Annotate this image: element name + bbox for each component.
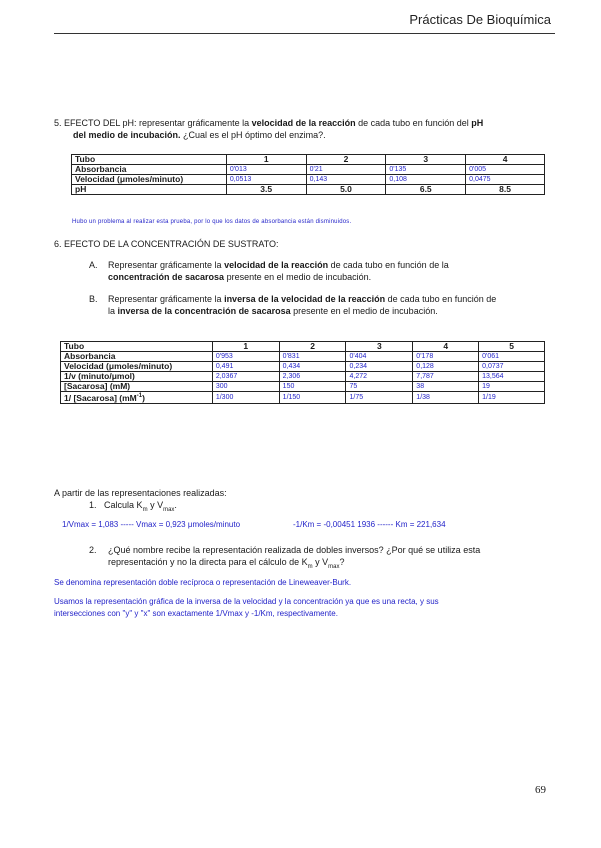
header-divider — [54, 33, 555, 34]
ph-table-header-cell: 3 — [386, 155, 466, 165]
item-a-line-1: Representar gráficamente la velocidad de la reacción de cada tubo en función de la — [108, 260, 449, 270]
ph-table-row-label: Absorbancia — [72, 165, 227, 175]
substrate-table-cell: 7,787 — [413, 372, 479, 382]
km-vmax-calc-right: -1/Km = -0,00451 1936 ------ Km = 221,634 — [293, 520, 446, 529]
section-6-title: 6. EFECTO DE LA CONCENTRACIÓN DE SUSTRATO: — [54, 239, 279, 249]
substrate-table-row — [61, 382, 545, 392]
section-5-title — [54, 117, 554, 141]
answer-2-line-2: intersecciones con "y" y "x" son exactamente 1/Vmax y -1/Km, respectivamente. — [54, 609, 338, 618]
substrate-table-header-cell: 3 — [346, 342, 413, 352]
substrate-table-row — [61, 372, 545, 382]
ph-table-row — [72, 175, 545, 185]
ph-table-cell: 0,143 — [306, 175, 386, 185]
substrate-table-cell: 0'831 — [279, 352, 346, 362]
item-a-line-2: concentración de sacarosa presente en el medio de incubación. — [108, 272, 372, 282]
section-5-title-line-2: del medio de incubación. ¿Cual es el pH óptimo del enzima?. — [73, 130, 326, 140]
substrate-table-cell: 1/150 — [279, 392, 346, 404]
section-6-item-a — [89, 259, 539, 283]
substrate-table-cell: 1/300 — [212, 392, 279, 404]
ph-table-header-row — [72, 155, 545, 165]
substrate-table-row-label: Velocidad (μmoles/minuto) — [61, 362, 213, 372]
ph-table-header-cell: 2 — [306, 155, 386, 165]
ph-table-cell: 0,0475 — [466, 175, 545, 185]
ph-table-row-label: pH — [72, 185, 227, 195]
ph-table-cell: 3.5 — [226, 185, 306, 195]
ph-table-cell: 0'21 — [306, 165, 386, 175]
ph-table-header-cell: 4 — [466, 155, 545, 165]
answer-2-line-1: Usamos la representación gráfica de la inversa de la velocidad y la concentración ya que es una recta, y sus — [54, 597, 439, 606]
substrate-table-row-label: Absorbancia — [61, 352, 213, 362]
substrate-table-cell: 150 — [279, 382, 346, 392]
ph-table-cell: 0,108 — [386, 175, 466, 185]
substrate-table-cell: 13,564 — [479, 372, 545, 382]
page-number: 69 — [535, 784, 546, 796]
item-b-line-1: Representar gráficamente la inversa de la velocidad de la reacción de cada tubo en función de — [108, 294, 497, 304]
results-intro: A partir de las representaciones realizadas: — [54, 488, 227, 498]
substrate-table-cell: 2,306 — [279, 372, 346, 382]
ph-table-header-cell: 1 — [226, 155, 306, 165]
substrate-table-cell: 0'404 — [346, 352, 413, 362]
substrate-table-header-cell: 2 — [279, 342, 346, 352]
substrate-table-row — [61, 362, 545, 372]
substrate-table-cell: 0,491 — [212, 362, 279, 372]
answer-1: Se denomina representación doble recíproca o representación de Lineweaver-Burk. — [54, 578, 352, 587]
substrate-table-cell: 0'178 — [413, 352, 479, 362]
substrate-table-cell: 1/75 — [346, 392, 413, 404]
item-b-line-2: la inversa de la concentración de sacarosa presente en el medio de incubación. — [108, 306, 438, 316]
section-6-item-b — [89, 293, 539, 317]
substrate-table-cell: 1/38 — [413, 392, 479, 404]
substrate-table-row-label: 1/ [Sacarosa] $(mM^{-1})$ — [61, 392, 213, 404]
km-vmax-calc-left: 1/Vmax = 1,083 ----- Vmax = 0,923 μmoles/minuto — [62, 520, 241, 529]
ph-table-cell: 8.5 — [466, 185, 545, 195]
ph-table-header-cell: Tubo — [72, 155, 227, 165]
section-5-title-line-1: 5. EFECTO DEL pH: representar gráficamente la velocidad de la reacción de cada tubo en función del pH — [54, 118, 484, 128]
substrate-table-cell: 2,0367 — [212, 372, 279, 382]
substrate-table-cell: 19 — [479, 382, 545, 392]
substrate-table-row-label: 1/v (minuto/μmol) — [61, 372, 213, 382]
substrate-table-cell: 38 — [413, 382, 479, 392]
substrate-table-cell: 75 — [346, 382, 413, 392]
substrate-table-row — [61, 392, 545, 404]
substrate-table-header-cell: Tubo — [61, 342, 213, 352]
substrate-table-cell: 0,0737 — [479, 362, 545, 372]
substrate-table-row — [61, 352, 545, 362]
substrate-table-cell: 0,128 — [413, 362, 479, 372]
substrate-table-header-cell: 5 — [479, 342, 545, 352]
substrate-table-row-label: [Sacarosa] (mM) — [61, 382, 213, 392]
question-2: 2. ¿Qué nombre recibe la representación realizada de dobles inversos? ¿Por qué se utiliza esta representación y no la directa para el cálculo de $K_m$ y $V_{max}$? — [89, 544, 539, 573]
ph-table-cell: 5.0 — [306, 185, 386, 195]
substrate-table-cell: 300 — [212, 382, 279, 392]
ph-table-cell: 0,0513 — [226, 175, 306, 185]
substrate-table-cell: 0'953 — [212, 352, 279, 362]
substrate-table-header-cell: 1 — [212, 342, 279, 352]
ph-table-cell: 0'005 — [466, 165, 545, 175]
substrate-table-cell: 4,272 — [346, 372, 413, 382]
item-b-marker: B. — [89, 294, 98, 304]
ph-table-cell: 0'135 — [386, 165, 466, 175]
question-2-line-1: ¿Qué nombre recibe la representación realizada de dobles inversos? ¿Por qué se utiliza esta — [108, 545, 481, 555]
page-header-title: Prácticas De Bioquímica — [409, 12, 551, 27]
question-1: 1. Calcula $K_m$ y $V_{max}$. — [89, 500, 177, 513]
ph-table-cell: 6.5 — [386, 185, 466, 195]
ph-table-cell: 0'013 — [226, 165, 306, 175]
substrate-table-cell: 0,434 — [279, 362, 346, 372]
substrate-table — [60, 341, 545, 404]
substrate-table-header-cell: 4 — [413, 342, 479, 352]
question-2-line-2: representación y no la directa para el cálculo de $K_m$ y $V_{max}$? — [108, 557, 345, 570]
substrate-table-cell: 0'061 — [479, 352, 545, 362]
ph-table — [71, 154, 545, 195]
ph-note: Hubo un problema al realizar esta prueba, por lo que los datos de absorbancia están disminuidos. — [72, 219, 352, 225]
substrate-table-cell: 1/19 — [479, 392, 545, 404]
ph-table-row — [72, 165, 545, 175]
ph-table-row — [72, 185, 545, 195]
item-a-marker: A. — [89, 260, 98, 270]
substrate-table-header-row — [61, 342, 545, 352]
substrate-table-cell: 0,234 — [346, 362, 413, 372]
answer-2 — [54, 596, 554, 620]
ph-table-row-label: Velocidad (μmoles/minuto) — [72, 175, 227, 185]
